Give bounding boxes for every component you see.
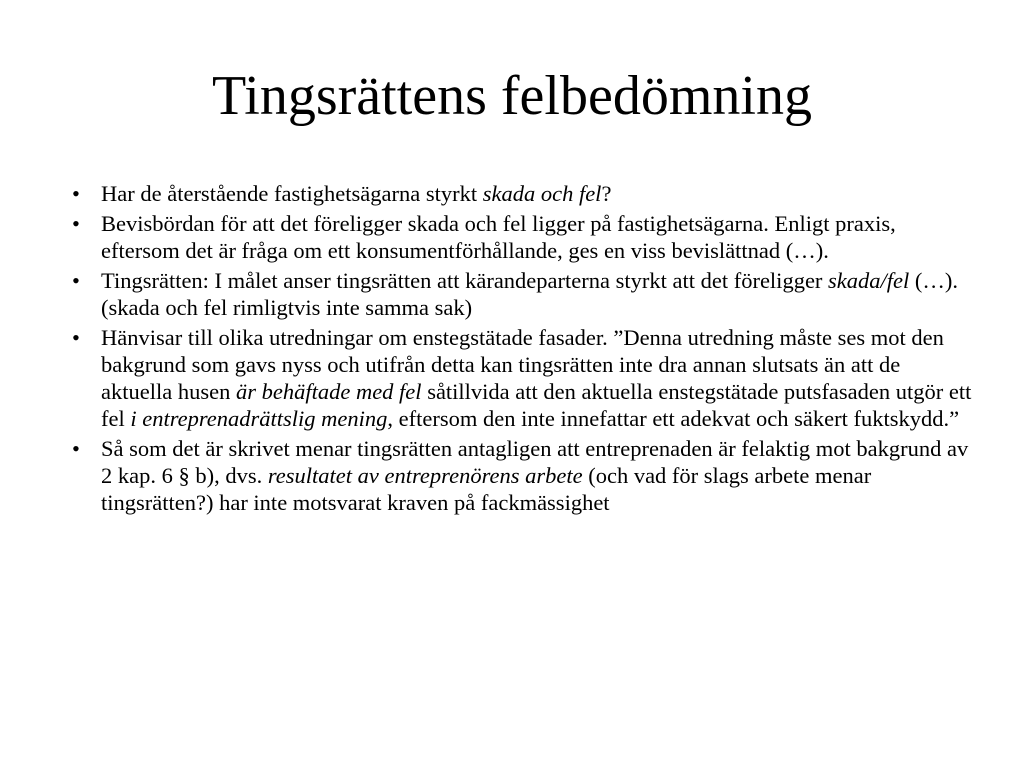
- bullet-text-segment: Så som det är skrivet menar tingsrätten antagligen att entreprenaden är felaktig mot bakgrund av 2 kap. 6 § b), dvs.: [101, 436, 969, 488]
- bullet-item: [72, 267, 972, 321]
- bullet-text-segment: ?: [601, 181, 612, 206]
- bullet-text-segment: såtillvida att den aktuella enstegstätade putsfasaden utgör ett fel: [101, 379, 972, 431]
- bullet-text: [101, 325, 971, 431]
- bullet-text: [101, 436, 968, 515]
- bullet-text: [101, 211, 896, 263]
- bullet-text-segment: (och vad för slags arbete menar tingsrätten?) har inte motsvarat kraven på fackmässighet: [101, 463, 872, 515]
- bullet-marker: •: [72, 268, 80, 293]
- bullet-text-italic: skada/fel: [828, 268, 910, 293]
- bullet-text-italic: skada och fel: [482, 181, 602, 206]
- bullet-item: [72, 180, 972, 207]
- bullet-text-segment: , eftersom den inte innefattar ett adekvat och säkert fuktskydd.”: [387, 406, 960, 431]
- bullet-marker: •: [72, 211, 80, 236]
- bullet-text-segment: Tingsrätten: I målet anser tingsrätten att kärandeparterna styrkt att det föreligger: [101, 268, 829, 293]
- bullet-text: [101, 268, 958, 320]
- bullet-marker: •: [72, 436, 80, 461]
- bullet-text: [101, 181, 611, 206]
- bullet-text-segment: Hänvisar till olika utredningar om enstegstätade fasader. ”Denna utredning måste ses mot den bakgrund som gavs nyss och utifrån detta kan tingsrätten inte dra annan slutsats än att de aktuella husen: [101, 325, 944, 404]
- bullet-text-segment: (…). (skada och fel rimligtvis inte samma sak): [101, 268, 959, 320]
- bullet-marker: •: [72, 181, 80, 206]
- bullet-text-segment: Har de återstående fastighetsägarna styrkt: [101, 181, 483, 206]
- bullet-item: [72, 324, 972, 432]
- bullet-list: [72, 180, 972, 519]
- bullet-marker: •: [72, 325, 80, 350]
- bullet-text-italic: resultatet av entreprenörens arbete: [267, 463, 583, 488]
- slide-title: Tingsrättens felbedömning: [212, 65, 812, 127]
- bullet-item: [72, 210, 972, 264]
- bullet-item: [72, 435, 972, 516]
- bullet-text-segment: Bevisbördan för att det föreligger skada och fel ligger på fastighetsägarna. Enligt praxis, eftersom det är fråga om ett konsumentförhållande, ges en viss bevislättnad (…).: [101, 211, 896, 263]
- bullet-text-italic: är behäftade med fel: [235, 379, 422, 404]
- bullet-text-italic: i entreprenadrättslig mening: [130, 406, 388, 431]
